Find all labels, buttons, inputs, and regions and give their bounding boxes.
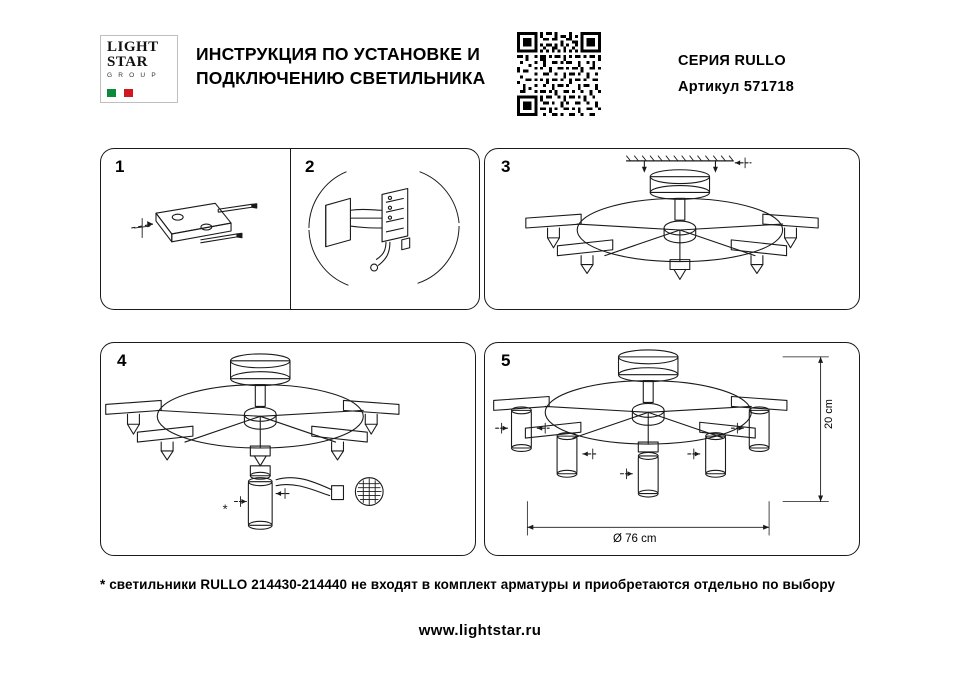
step-panel-3 xyxy=(484,148,860,310)
panel-divider xyxy=(290,149,291,309)
article-label: Артикул 571718 xyxy=(678,79,795,95)
step-2-diagram xyxy=(291,149,479,309)
qr-code-icon xyxy=(517,32,601,116)
step-5-diagram xyxy=(485,343,859,555)
product-info xyxy=(678,48,938,100)
step-panel-2 xyxy=(290,148,480,310)
footnote: * светильники RULLO 214430-214440 не входят в комплект арматуры и приобретаются отдельно по выбору xyxy=(100,577,836,592)
page-title-line-2: ПОДКЛЮЧЕНИЮ СВЕТИЛЬНИКА xyxy=(196,68,486,88)
step-panel-1 xyxy=(100,148,290,310)
logo-line-2: STAR xyxy=(107,54,148,70)
page-title-line-1: ИНСТРУКЦИЯ ПО УСТАНОВКЕ И xyxy=(196,44,480,64)
step-1-diagram xyxy=(101,149,290,309)
step-number-3: 3 xyxy=(501,157,511,176)
italy-flag-icon xyxy=(107,89,133,97)
step-panel-5 xyxy=(484,342,860,556)
step-number-1: 1 xyxy=(115,157,125,176)
page-title xyxy=(196,42,526,90)
step-4-diagram xyxy=(101,343,475,555)
series-label: СЕРИЯ RULLO xyxy=(678,53,786,69)
step-panel-4 xyxy=(100,342,476,556)
logo-line-1: LIGHT xyxy=(107,39,159,55)
brand-logo xyxy=(100,35,178,103)
logo-group-text: G R O U P xyxy=(107,72,158,79)
step-number-2: 2 xyxy=(305,157,315,176)
diameter-dimension-label: Ø 76 cm xyxy=(613,533,657,545)
svg-text:*: * xyxy=(222,501,228,517)
step-number-5: 5 xyxy=(501,351,511,370)
header xyxy=(100,30,860,110)
height-dimension-label: 20 cm xyxy=(823,399,835,429)
step-3-diagram xyxy=(485,149,859,309)
step-number-4: 4 xyxy=(117,351,127,370)
website-url[interactable]: www.lightstar.ru xyxy=(418,622,542,639)
